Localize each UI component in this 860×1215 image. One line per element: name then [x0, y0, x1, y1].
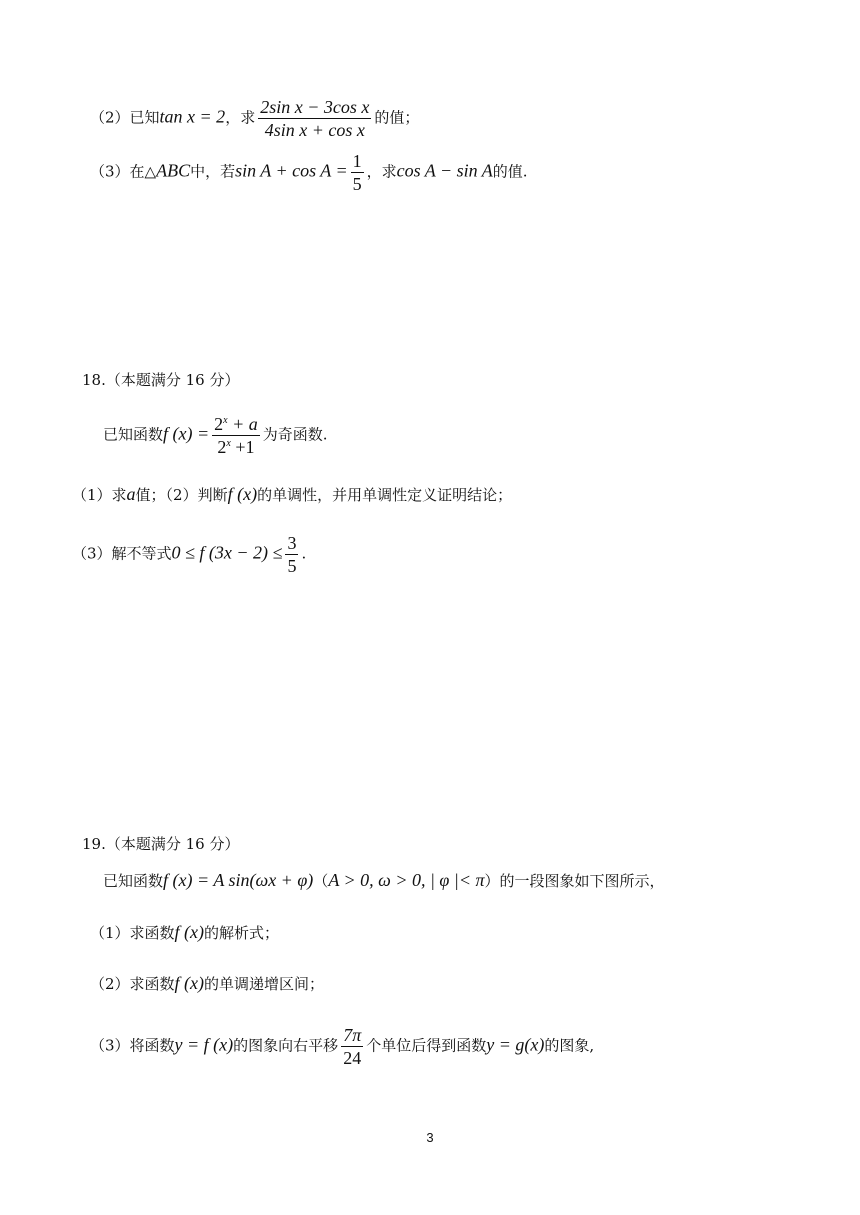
- q19-part2-end: 的单调递增区间；: [204, 975, 325, 993]
- q19-part3-end: 的图象,: [544, 1036, 595, 1055]
- q17-part3-label: （3）在△: [90, 162, 157, 181]
- q19-part3-label: （3）将函数: [90, 1036, 175, 1055]
- q17-part3-denominator: 5: [352, 174, 362, 194]
- q18-part3-end: .: [301, 544, 307, 563]
- q18-part2-function: f (x): [227, 484, 258, 504]
- q19-conditions: A > 0, ω > 0, | φ |< π: [328, 870, 485, 890]
- q19-header: 19.（本题满分 16 分）: [82, 835, 240, 853]
- q19-part2-label: （2）求函数: [90, 975, 175, 993]
- q19-part1-function: f (x): [174, 922, 205, 942]
- q18-function-lhs: f (x) =: [163, 423, 210, 444]
- q18-part2-end: 的单调性，并用单调性定义证明结论；: [257, 486, 513, 504]
- q18-function-fraction: [212, 413, 260, 458]
- q18-intro-label: 已知函数: [103, 425, 164, 444]
- q18-part3-denominator: 5: [287, 556, 297, 576]
- q19-part3-denominator: 24: [343, 1048, 362, 1068]
- q19-part2-function: f (x): [174, 973, 205, 993]
- q18-num-exp: x: [223, 415, 228, 426]
- q19-part1-label: （1）求函数: [90, 924, 175, 942]
- q18-num-base: 2: [214, 414, 224, 434]
- q18-part3: [72, 532, 306, 577]
- q17-part3-expr: sin A + cos A =: [235, 160, 348, 181]
- q18-part3-expr: 0 ≤ f (3x − 2) ≤: [171, 542, 283, 563]
- q17-part3-end: 的值.: [492, 162, 528, 181]
- q18-den-exp: x: [226, 438, 231, 449]
- q19-part3-fraction: [341, 1024, 363, 1069]
- q19-intro-label: 已知函数: [103, 872, 164, 890]
- q19-part3-function: y = f (x): [174, 1034, 234, 1055]
- q18-part1-mid: 值；（2）判断: [135, 486, 228, 504]
- q18-part3-numerator: 3: [287, 533, 297, 553]
- q19-part2: [90, 973, 324, 994]
- q17-part3-fraction: [351, 150, 364, 195]
- q17-part2-denominator: 4sin x + cos x: [264, 120, 365, 140]
- q19-part3-gfunction: y = g(x): [486, 1034, 545, 1055]
- q19-intro-paren-open: （: [313, 872, 329, 890]
- q19-part1-end: 的解析式；: [204, 924, 280, 942]
- q19-part3-mid: 的图象向右平移: [233, 1036, 339, 1055]
- q18-part3-label: （3）解不等式: [72, 544, 172, 563]
- q19-intro-end: ）的一段图象如下图所示，: [484, 872, 665, 890]
- q17-part3: [90, 150, 528, 195]
- q17-part2-numerator: 2sin x − 3cos x: [260, 97, 370, 117]
- q18-num-rest: + a: [227, 414, 258, 434]
- q17-part2-fraction: [258, 96, 371, 141]
- q18-part1-var: a: [126, 484, 136, 504]
- q18-den-base: 2: [217, 437, 227, 457]
- q18-part1-2: [72, 484, 512, 505]
- q18-intro-end: 为奇函数.: [262, 425, 328, 444]
- q18-part1-label: （1）求: [72, 486, 127, 504]
- q18-denominator: [212, 436, 260, 458]
- q19-function: f (x) = A sin(ωx + φ): [163, 870, 314, 890]
- q17-part3-triangle: ABC: [156, 160, 191, 181]
- q17-part2-condition: tan x = 2: [159, 106, 226, 127]
- q17-part3-numerator: 1: [352, 151, 362, 171]
- q19-part3-mid2: 个单位后得到函数: [366, 1036, 487, 1055]
- q19-part3-numerator: 7π: [343, 1025, 362, 1045]
- q17-part2-mid: ，求: [225, 108, 256, 127]
- q18-den-rest: +1: [230, 437, 255, 457]
- q19-part1: [90, 922, 279, 943]
- q17-part2: [90, 96, 419, 141]
- q18-part3-fraction: [285, 532, 298, 577]
- q18-header: 18.（本题满分 16 分）: [82, 371, 240, 389]
- q17-part3-mid: 中，若: [190, 162, 236, 181]
- q17-part2-end: 的值；: [374, 108, 420, 127]
- q18-numerator: [212, 413, 260, 436]
- q19-intro: [103, 870, 665, 891]
- page-number: 3: [426, 1130, 434, 1145]
- q17-part3-expr2: cos A − sin A: [396, 160, 493, 181]
- q17-part3-mid2: ，求: [366, 162, 397, 181]
- q17-part2-label: （2）已知: [90, 108, 160, 127]
- q19-part3: [90, 1024, 594, 1069]
- q18-intro: [103, 413, 328, 458]
